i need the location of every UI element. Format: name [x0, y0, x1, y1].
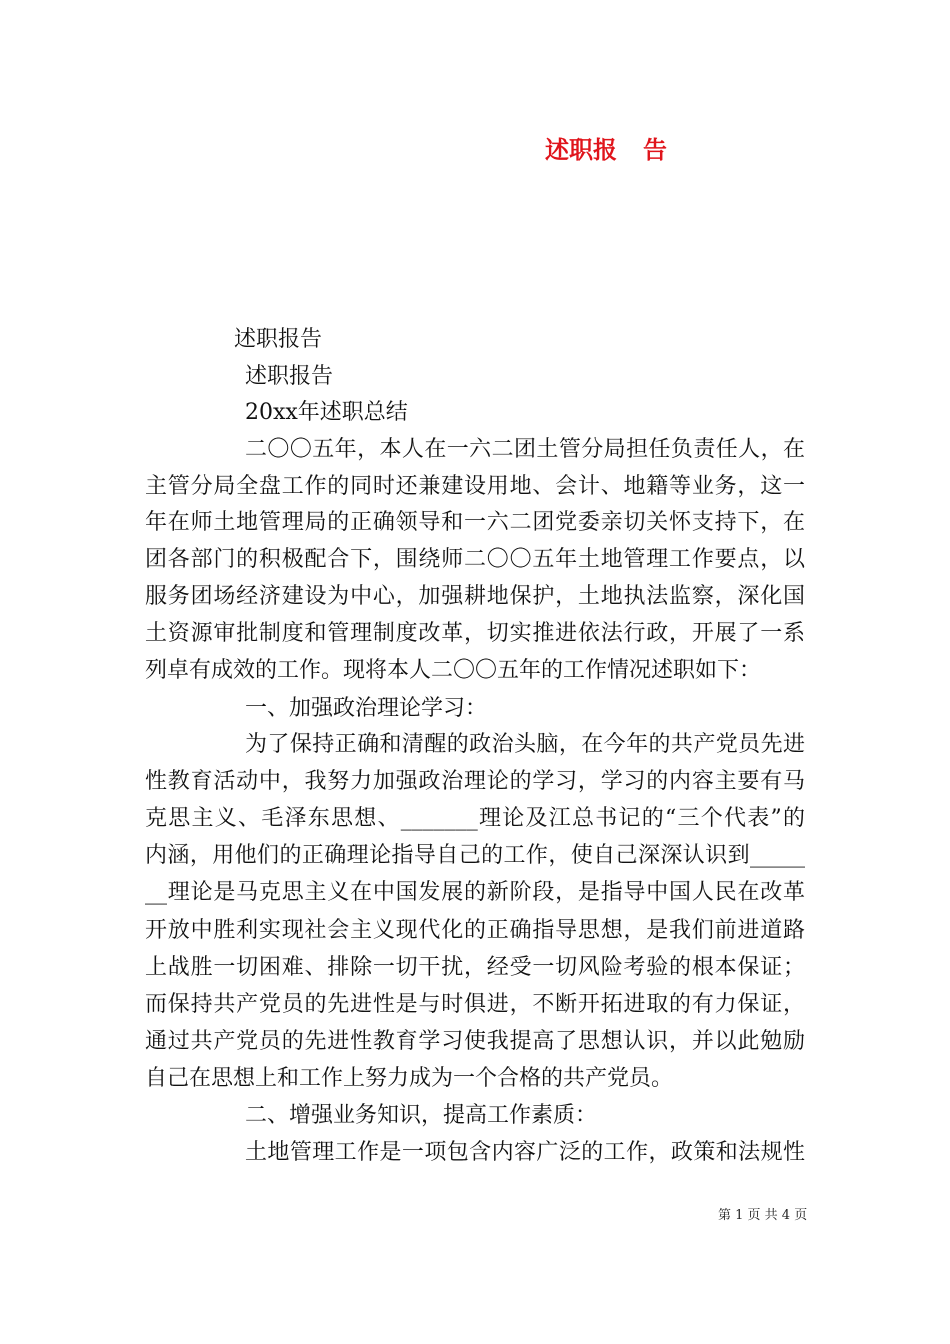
- text-line: 克思主义、毛泽东思想、_______理论及江总书记的“三个代表”的: [145, 806, 805, 831]
- title-part-2: 告: [643, 135, 667, 164]
- section-heading-2: 二、增强业务知识，提高工作素质：: [245, 1103, 598, 1128]
- text-line: 二〇〇五年，本人在一六二团土管分局担任负责任人，在: [245, 437, 805, 462]
- section-heading-1: 一、加强政治理论学习：: [245, 696, 488, 721]
- text-line: 开放中胜利实现社会主义现代化的正确指导思想，是我们前进道路: [145, 918, 805, 943]
- text-line: 自己在思想上和工作上努力成为一个合格的共产党员。: [145, 1066, 674, 1091]
- header-line: 述职报告: [234, 327, 323, 352]
- text-line: 团各部门的积极配合下，围绕师二〇〇五年土地管理工作要点，以: [145, 547, 805, 572]
- text-line: 而保持共产党员的先进性是与时俱进，不断开拓进取的有力保证，: [145, 992, 805, 1017]
- title-part-1: 述职报: [545, 135, 617, 164]
- text-line: 土资源审批制度和管理制度改革，切实推进依法行政，开展了一系: [145, 621, 805, 646]
- text-line: 内涵，用他们的正确理论指导自己的工作，使自己深深认识到_____: [145, 843, 805, 868]
- text-line: 服务团场经济建设为中心，加强耕地保护，土地执法监察，深化国: [145, 584, 805, 609]
- text-line: 列卓有成效的工作。现将本人二〇〇五年的工作情况述职如下：: [145, 658, 762, 683]
- header-line: 20xx年述职总结: [245, 400, 408, 425]
- text-line: 土地管理工作是一项包含内容广泛的工作，政策和法规性: [245, 1140, 805, 1165]
- text-line: 为了保持正确和清醒的政治头脑，在今年的共产党员先进: [245, 732, 805, 757]
- text-line: 通过共产党员的先进性教育学习使我提高了思想认识，并以此勉励: [145, 1029, 805, 1054]
- text-line: 年在师土地管理局的正确领导和一六二团党委亲切关怀支持下，在: [145, 510, 805, 535]
- page-number: 第 1 页 共 4 页: [718, 1208, 808, 1223]
- text-line: 主管分局全盘工作的同时还兼建设用地、会计、地籍等业务，这一: [145, 474, 805, 499]
- text-line: 上战胜一切困难、排除一切干扰，经受一切风险考验的根本保证；: [145, 955, 805, 980]
- document-title: [545, 134, 667, 166]
- header-line: 述职报告: [245, 364, 334, 389]
- text-line: 性教育活动中，我努力加强政治理论的学习，学习的内容主要有马: [145, 769, 805, 794]
- text-line: __理论是马克思主义在中国发展的新阶段，是指导中国人民在改革: [145, 880, 805, 905]
